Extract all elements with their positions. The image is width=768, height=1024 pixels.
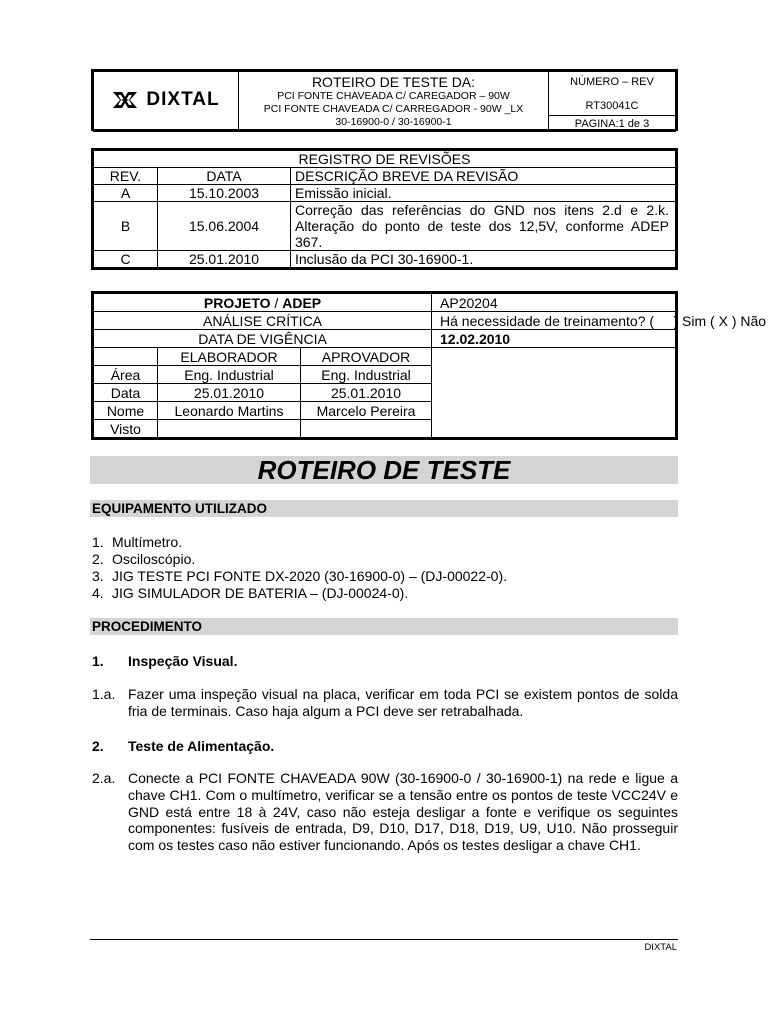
vigencia-value: 12.02.2010 bbox=[432, 330, 676, 348]
step-title: Teste de Alimentação. bbox=[128, 738, 275, 754]
logo-text: DIXTAL bbox=[146, 89, 220, 110]
revision-table bbox=[91, 148, 678, 270]
numero-cell bbox=[549, 72, 676, 116]
signoff-elaborador: Leonardo Martins bbox=[158, 402, 301, 420]
projeto-label-sep: / bbox=[270, 294, 283, 311]
dixtal-logo-icon bbox=[112, 91, 138, 109]
step-title: Inspeção Visual. bbox=[128, 653, 238, 669]
numero-value: RT30041C bbox=[585, 99, 639, 112]
revision-date: 15.06.2004 bbox=[158, 202, 291, 251]
analise-value: Há necessidade de treinamento? ( ) Sim ( X ) Não bbox=[432, 312, 676, 330]
col-rev-header: REV. bbox=[94, 168, 158, 185]
step-1a bbox=[92, 686, 678, 720]
equipment-item-number: 1. bbox=[92, 534, 104, 550]
step-2a bbox=[92, 770, 678, 854]
signoff-label: Visto bbox=[94, 420, 158, 438]
revision-date: 15.10.2003 bbox=[158, 185, 291, 202]
signoff-label: Área bbox=[94, 366, 158, 384]
equipment-item bbox=[92, 551, 195, 567]
col-desc-header: DESCRIÇÃO BREVE DA REVISÃO bbox=[291, 168, 676, 185]
dixtal-logo bbox=[112, 89, 219, 111]
projeto-value: AP20204 bbox=[432, 294, 676, 312]
numero-label: NÚMERO – REV bbox=[570, 75, 654, 88]
signoff-aprovador: 25.01.2010 bbox=[301, 384, 432, 402]
substep-number: 2.a. bbox=[92, 770, 116, 786]
footer-rule bbox=[90, 939, 678, 940]
logo-cell bbox=[94, 72, 239, 132]
header-line1: PCI FONTE CHAVEADA C/ CAREGADOR – 90W bbox=[277, 90, 510, 102]
step-1-heading bbox=[92, 653, 237, 669]
vigencia-label: DATA DE VIGÊNCIA bbox=[94, 330, 432, 348]
equipment-item-number: 3. bbox=[92, 568, 104, 584]
revision-row bbox=[94, 185, 676, 202]
revision-rev: C bbox=[94, 251, 158, 268]
equipment-item-number: 4. bbox=[92, 585, 104, 601]
signoff-aprovador: Eng. Industrial bbox=[301, 366, 432, 384]
elaborador-header: ELABORADOR bbox=[158, 348, 301, 366]
header-line2: PCI FONTE CHAVEADA C/ CARREGADOR - 90W _LX bbox=[263, 103, 524, 115]
equipment-item bbox=[92, 585, 408, 601]
projeto-label-a: PROJETO bbox=[203, 294, 271, 311]
equipment-item-text: Osciloscópio. bbox=[112, 551, 196, 567]
revision-desc: Inclusão da PCI 30-16900-1. bbox=[291, 251, 676, 268]
projeto-label bbox=[94, 294, 432, 312]
procedure-heading: PROCEDIMENTO bbox=[90, 618, 678, 635]
revision-rev: B bbox=[94, 202, 158, 251]
signoff-elaborador: Eng. Industrial bbox=[158, 366, 301, 384]
revision-desc: Correção das referências do GND nos itens 2.d e 2.k. Alteração do ponto de teste dos 12,5V, conforme ADEP 367. bbox=[291, 202, 676, 251]
aprovador-header: APROVADOR bbox=[301, 348, 432, 366]
header-line3: 30-16900-0 / 30-16900-1 bbox=[335, 116, 452, 128]
signoff-elaborador: 25.01.2010 bbox=[158, 384, 301, 402]
substep-text: Conecte a PCI FONTE CHAVEADA 90W (30-16900-0 / 30-16900-1) na rede e ligue a chave CH1. Com o multímetro, verificar se a tensão entre os pontos de teste VCC24V e GND está entre 18 à 24V, caso não esteja desligar a fonte e verifique os seguintes componentes: fusíveis de entrada, D9, D10, D17, D18, D19, U9, U10. Não prosseguir com os testes caso não estiver funcionando. Após os testes desligar a chave CH1. bbox=[128, 770, 678, 854]
step-number: 1. bbox=[92, 653, 104, 669]
signoff-aprovador bbox=[301, 420, 432, 438]
substep-number: 1.a. bbox=[92, 686, 116, 702]
signoff-label: Nome bbox=[94, 402, 158, 420]
signoff-label: Data bbox=[94, 384, 158, 402]
signoff-aprovador: Marcelo Pereira bbox=[301, 402, 432, 420]
footer-text: DIXTAL bbox=[644, 942, 677, 953]
revision-table-title: REGISTRO DE REVISÕES bbox=[94, 151, 676, 168]
step-2-heading bbox=[92, 738, 274, 754]
projeto-label-b: ADEP bbox=[282, 294, 322, 311]
blank-area bbox=[432, 348, 676, 438]
main-title: ROTEIRO DE TESTE bbox=[90, 456, 678, 484]
signoff-elaborador bbox=[158, 420, 301, 438]
equipment-item-text: JIG TESTE PCI FONTE DX-2020 (30-16900-0) – (DJ-00022-0). bbox=[112, 568, 507, 584]
revision-desc: Emissão inicial. bbox=[291, 185, 676, 202]
revision-row bbox=[94, 202, 676, 251]
pagina-cell bbox=[549, 116, 676, 132]
equipment-item bbox=[92, 568, 507, 584]
substep-text: Fazer uma inspeção visual na placa, verificar em toda PCI se existem pontos de solda fria de terminais. Caso haja algum a PCI deve ser retrabalhada. bbox=[128, 686, 678, 719]
header-title: ROTEIRO DE TESTE DA: bbox=[311, 74, 476, 90]
equipment-item-number: 2. bbox=[92, 551, 104, 567]
analise-label: ANÁLISE CRÍTICA bbox=[94, 312, 432, 330]
revision-date: 25.01.2010 bbox=[158, 251, 291, 268]
equipment-item bbox=[92, 534, 182, 550]
equipment-item-text: JIG SIMULADOR DE BATERIA – (DJ-00024-0). bbox=[112, 585, 409, 601]
step-number: 2. bbox=[92, 738, 104, 754]
project-table bbox=[91, 291, 767, 440]
document-header bbox=[91, 69, 678, 131]
revision-row bbox=[94, 251, 676, 268]
col-data-header: DATA bbox=[158, 168, 291, 185]
revision-rev: A bbox=[94, 185, 158, 202]
pagina-value: PAGINA:1 de 3 bbox=[574, 117, 650, 130]
equipment-heading: EQUIPAMENTO UTILIZADO bbox=[90, 500, 678, 517]
equipment-item-text: Multímetro. bbox=[112, 534, 183, 550]
title-cell bbox=[239, 72, 549, 132]
